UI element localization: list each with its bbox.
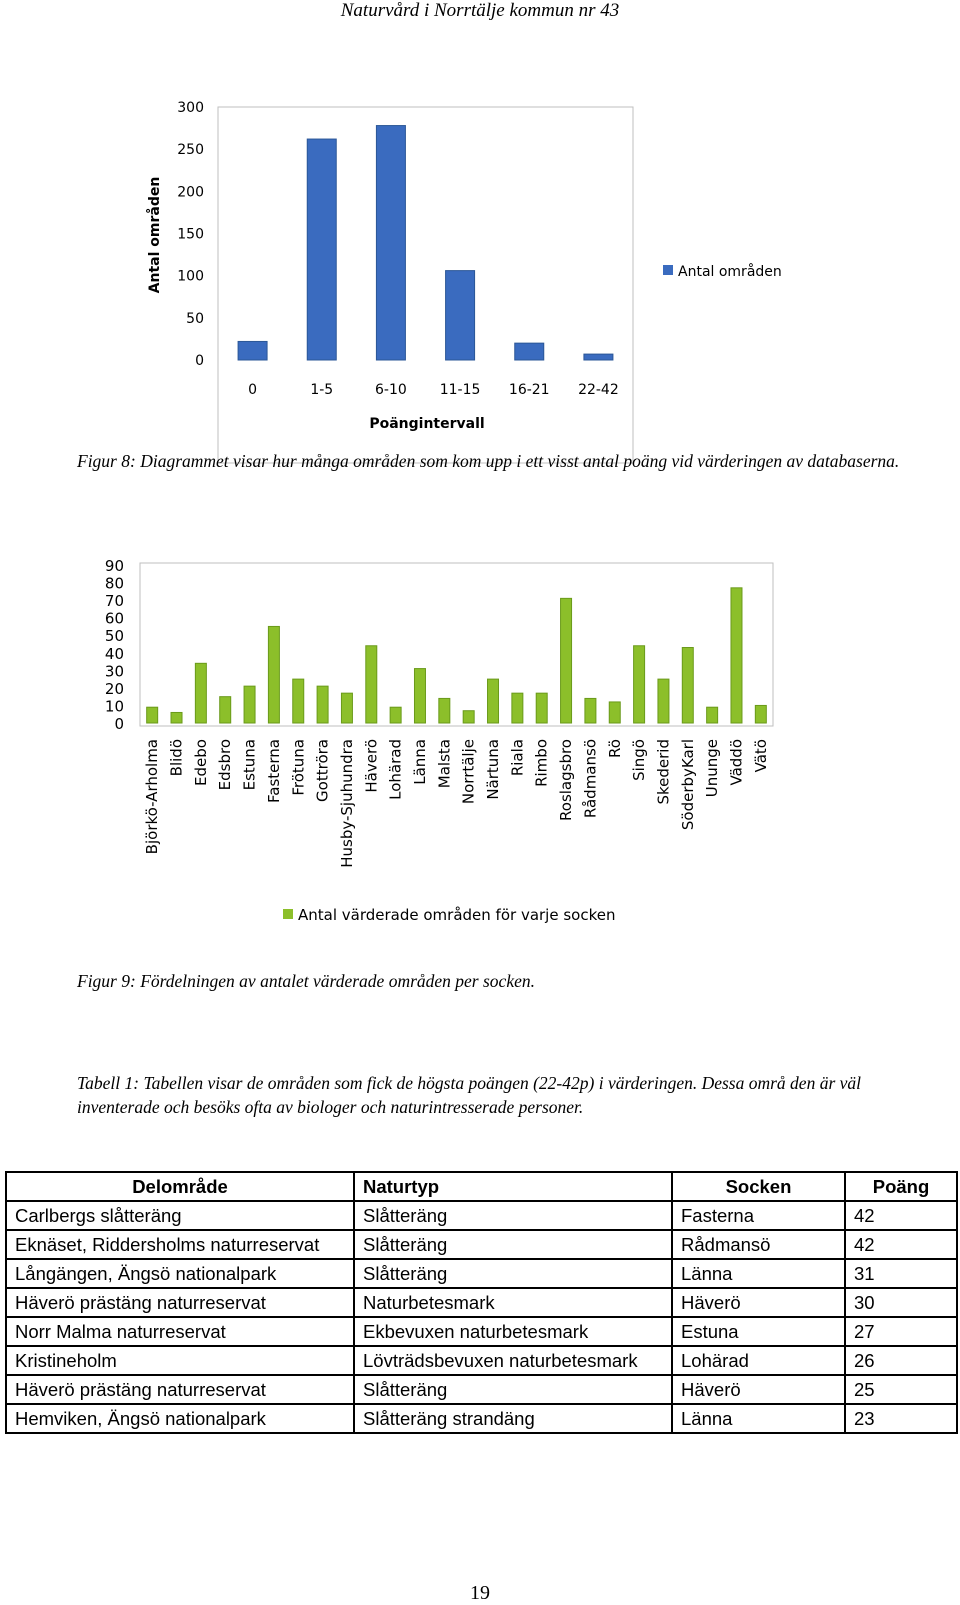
y-axis-title: Antal områden [147, 176, 163, 294]
x-tick-label: Singö [630, 739, 649, 781]
x-tick-label: Väddö [727, 739, 746, 786]
y-tick-label: 70 [104, 592, 124, 611]
x-tick-label: Frötuna [289, 739, 308, 796]
y-tick-label: 10 [104, 697, 124, 716]
bar [341, 693, 352, 723]
bar [584, 354, 613, 360]
bars [147, 588, 767, 723]
x-tick-label: SöderbyKarl [678, 739, 697, 831]
cell-delomrade: Häverö prästäng naturreservat [6, 1288, 354, 1317]
cell-poang: 42 [845, 1230, 957, 1259]
header-socken: Socken [672, 1172, 845, 1201]
cell-poang: 42 [845, 1201, 957, 1230]
bar [446, 271, 475, 360]
bar [488, 679, 499, 723]
bar [317, 686, 328, 723]
bar [390, 707, 401, 723]
cell-naturtyp: Slåtteräng [354, 1375, 672, 1404]
cell-naturtyp: Naturbetesmark [354, 1288, 672, 1317]
x-tick-label: 6-10 [375, 382, 407, 398]
cell-poang: 23 [845, 1404, 957, 1433]
x-tick-label: Rö [605, 739, 624, 758]
histogram-chart [0, 95, 960, 545]
figure-8-caption: Figur 8: Diagrammet visar hur många områden som kom upp i ett visst antal poäng vid värderingen av databaserna. [77, 451, 900, 471]
y-tick-label: 60 [104, 609, 124, 628]
x-axis-ticks [143, 739, 770, 868]
x-tick-label: Ununge [703, 739, 722, 798]
y-tick-label: 80 [104, 574, 124, 593]
cell-naturtyp: Ekbevuxen naturbetesmark [354, 1317, 672, 1346]
cell-socken: Häverö [672, 1288, 845, 1317]
bar [682, 648, 693, 723]
bar [585, 698, 596, 723]
x-tick-label: Fasterna [264, 739, 283, 803]
bar [195, 663, 206, 723]
y-axis-ticks [105, 557, 124, 733]
cell-naturtyp: Lövträdsbevuxen naturbetesmark [354, 1346, 672, 1375]
figure-9-caption: Figur 9: Fördelningen av antalet värderade områden per socken. [77, 971, 535, 991]
bar [307, 139, 336, 360]
cell-delomrade: Kristineholm [6, 1346, 354, 1375]
legend-swatch [663, 265, 673, 275]
x-tick-label: 22-42 [578, 382, 619, 398]
table-header-row [6, 1172, 957, 1201]
y-tick-label: 50 [186, 310, 204, 327]
bar [171, 712, 182, 723]
cell-poang: 31 [845, 1259, 957, 1288]
legend-label: Antal värderade områden för varje socken [298, 906, 616, 924]
x-tick-label: Vätö [751, 739, 770, 773]
bar [268, 626, 279, 723]
cell-naturtyp: Slåtteräng [354, 1259, 672, 1288]
cell-poang: 30 [845, 1288, 957, 1317]
bar [414, 669, 425, 723]
cell-delomrade: Norr Malma naturreservat [6, 1317, 354, 1346]
x-tick-label: Husby-Sjuhundra [337, 739, 356, 868]
legend-swatch [283, 909, 293, 919]
x-tick-label: Gottröra [313, 739, 332, 802]
table-row [6, 1404, 957, 1433]
cell-socken: Länna [672, 1259, 845, 1288]
plot-area-frame [140, 563, 773, 726]
cell-socken: Fasterna [672, 1201, 845, 1230]
bar [515, 343, 544, 360]
cell-delomrade: Hemviken, Ängsö nationalpark [6, 1404, 354, 1433]
cell-poang: 25 [845, 1375, 957, 1404]
bar [293, 679, 304, 723]
y-tick-label: 20 [104, 679, 124, 698]
bar [731, 588, 742, 723]
table-row [6, 1317, 957, 1346]
x-tick-label: Skederid [654, 739, 673, 805]
y-tick-label: 30 [104, 662, 124, 681]
bar [147, 707, 158, 723]
bar [220, 697, 231, 723]
bar [463, 711, 474, 723]
bar [512, 693, 523, 723]
bar [755, 705, 766, 723]
header-poang: Poäng [845, 1172, 957, 1201]
cell-delomrade: Eknäset, Riddersholms naturreservat [6, 1230, 354, 1259]
y-tick-label: 150 [177, 226, 204, 243]
cell-socken: Häverö [672, 1375, 845, 1404]
bar [439, 698, 450, 723]
bar [536, 693, 547, 723]
cell-delomrade: Carlbergs slåtteräng [6, 1201, 354, 1230]
x-tick-label: 16-21 [508, 382, 550, 398]
x-tick-label: 11-15 [439, 382, 481, 398]
x-tick-label: Edsbro [216, 739, 235, 791]
header-naturtyp: Naturtyp [354, 1172, 672, 1201]
x-tick-label: Norrtälje [459, 739, 478, 805]
x-tick-label: Estuna [240, 739, 259, 791]
bar [707, 707, 718, 723]
cell-socken: Estuna [672, 1317, 845, 1346]
table-row [6, 1201, 957, 1230]
plot-area-frame [218, 107, 633, 463]
x-tick-label: Lohärad [386, 739, 405, 800]
y-tick-label: 250 [177, 142, 204, 159]
top-areas-table [5, 1171, 958, 1434]
table-row [6, 1346, 957, 1375]
page-number: 19 [470, 1582, 490, 1604]
y-tick-label: 200 [177, 184, 204, 201]
table-row [6, 1288, 957, 1317]
y-tick-label: 0 [114, 715, 124, 733]
x-axis-ticks [248, 382, 619, 398]
cell-delomrade: Häverö prästäng naturreservat [6, 1375, 354, 1404]
header-delomrade: Delområde [6, 1172, 354, 1201]
x-tick-label: Malsta [435, 739, 454, 789]
bar [561, 598, 572, 723]
x-tick-label: Rådmansö [581, 739, 600, 819]
cell-naturtyp: Slåtteräng [354, 1230, 672, 1259]
x-tick-label: Närtuna [484, 739, 503, 800]
x-tick-label: Edebo [191, 739, 210, 786]
x-tick-label: Häverö [362, 739, 381, 793]
y-tick-label: 40 [104, 644, 124, 663]
x-tick-label: Björkö-Arholma [143, 739, 162, 855]
cell-poang: 27 [845, 1317, 957, 1346]
table-row [6, 1259, 957, 1288]
bar [366, 646, 377, 723]
x-tick-label: 0 [248, 382, 258, 398]
bar [376, 126, 405, 360]
cell-poang: 26 [845, 1346, 957, 1375]
y-axis-ticks [177, 100, 204, 369]
cell-naturtyp: Slåtteräng [354, 1201, 672, 1230]
bar [658, 679, 669, 723]
bar [609, 702, 620, 723]
x-tick-label: Roslagsbro [557, 739, 576, 821]
cell-delomrade: Långängen, Ängsö nationalpark [6, 1259, 354, 1288]
bars [238, 126, 613, 360]
y-tick-label: 90 [104, 557, 124, 575]
x-tick-label: Riala [508, 739, 527, 777]
x-axis-title: Poängintervall [369, 416, 485, 432]
table-caption: Tabell 1: Tabellen visar de områden som fick de högsta poängen (22-42p) i värderingen. Dessa områ den är väl inventerade och besöks ofta av biologer och naturintresserade personer. [77, 1073, 862, 1117]
table-row [6, 1230, 957, 1259]
y-tick-label: 100 [177, 268, 204, 285]
y-tick-label: 0 [195, 353, 204, 369]
cell-naturtyp: Slåtteräng strandäng [354, 1404, 672, 1433]
y-tick-label: 50 [104, 627, 124, 646]
x-tick-label: Blidö [167, 739, 186, 777]
bar [238, 341, 267, 360]
cell-socken: Rådmansö [672, 1230, 845, 1259]
x-tick-label: Rimbo [532, 739, 551, 787]
legend-label: Antal områden [678, 264, 782, 280]
bar [244, 686, 255, 723]
cell-socken: Länna [672, 1404, 845, 1433]
x-tick-label: Länna [410, 739, 429, 785]
x-tick-label: 1-5 [310, 382, 334, 398]
bar-chart-socken [0, 550, 960, 1030]
table-row [6, 1375, 957, 1404]
bar [634, 646, 645, 723]
page-header: Naturvård i Norrtälje kommun nr 43 [340, 0, 620, 21]
cell-socken: Lohärad [672, 1346, 845, 1375]
y-tick-label: 300 [177, 100, 204, 116]
